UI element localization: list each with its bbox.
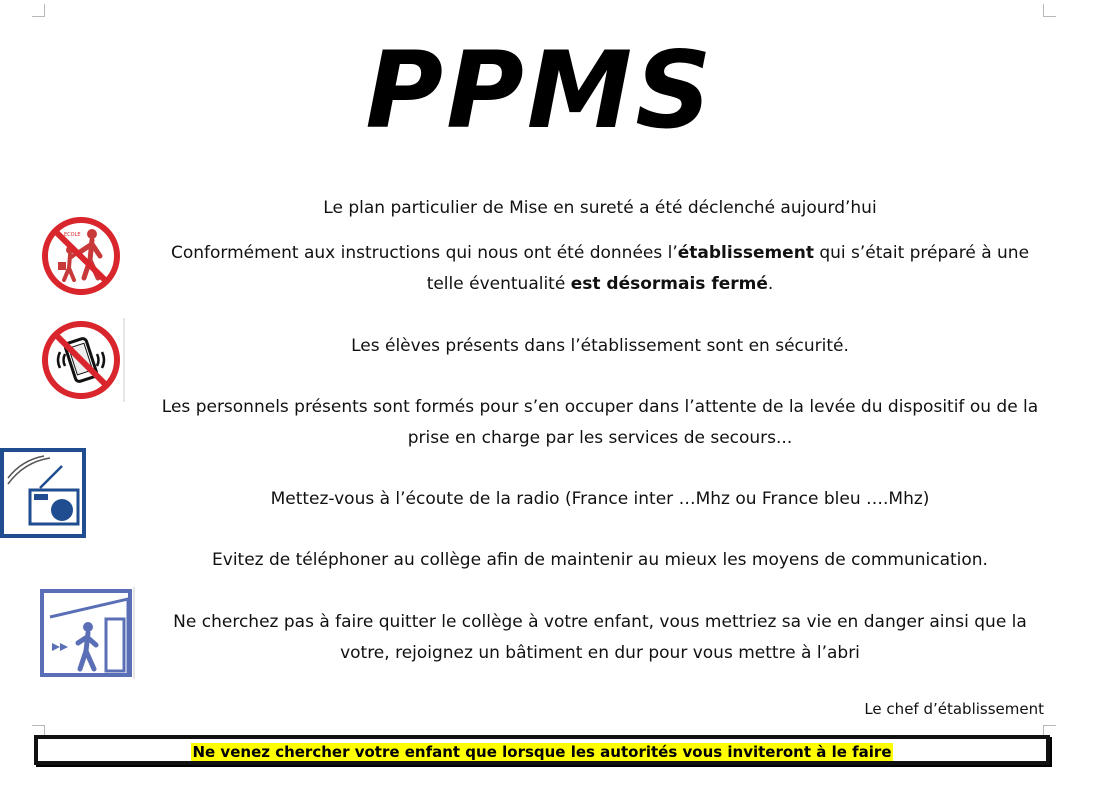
school-sign-text: ECOLE xyxy=(64,232,81,238)
paragraph-school-closed-part3: . xyxy=(767,274,774,294)
paragraph-school-closed-bold2: est désormais fermé xyxy=(570,274,768,294)
no-phone-icon xyxy=(40,318,126,407)
paragraph-school-closed-bold1: établissement xyxy=(677,243,814,263)
crop-mark-top-right xyxy=(1043,4,1056,17)
no-child-pickup-icon xyxy=(40,216,122,301)
paragraph-school-closed-part2: qui s’était préparé à une telle éventualité xyxy=(426,243,1030,294)
paragraph-school-closed xyxy=(160,238,1040,300)
signature: Le chef d’établissement xyxy=(864,700,1044,718)
shelter-icon xyxy=(40,587,136,684)
crop-mark-top-left xyxy=(32,4,45,17)
paragraph-avoid-phone: Evitez de téléphoner au collège afin de maintenir au mieux les moyens de communication. xyxy=(212,550,988,570)
paragraph-students-safe: Les élèves présents dans l’établissement sont en sécurité. xyxy=(351,336,849,356)
paragraph-ppms-triggered: Le plan particulier de Mise en sureté a été déclenché aujourd’hui xyxy=(323,198,877,218)
notice-text: Ne venez chercher votre enfant que lorsque les autorités vous inviteront à le faire xyxy=(192,743,892,761)
radio-icon xyxy=(0,448,88,543)
paragraph-listen-radio: Mettez-vous à l’écoute de la radio (France inter …Mhz ou France bleu ….Mhz) xyxy=(270,489,930,509)
page-title: PPMS xyxy=(365,29,715,152)
paragraph-do-not-pickup: Ne cherchez pas à faire quitter le collège à votre enfant, vous mettriez sa vie en danger ainsi que la votre, rejoignez un bâtiment en dur pour vous mettre à l’abri xyxy=(173,612,1027,663)
notice-text-wrapper xyxy=(38,743,1046,762)
notice-banner xyxy=(34,735,1050,765)
paragraph-staff-trained: Les personnels présents sont formés pour s’en occuper dans l’attente de la levée du dispositif ou de la prise en charge par les services de secours... xyxy=(161,397,1039,448)
paragraph-school-closed-part1: Conformément aux instructions qui nous ont été données l’ xyxy=(170,243,678,263)
